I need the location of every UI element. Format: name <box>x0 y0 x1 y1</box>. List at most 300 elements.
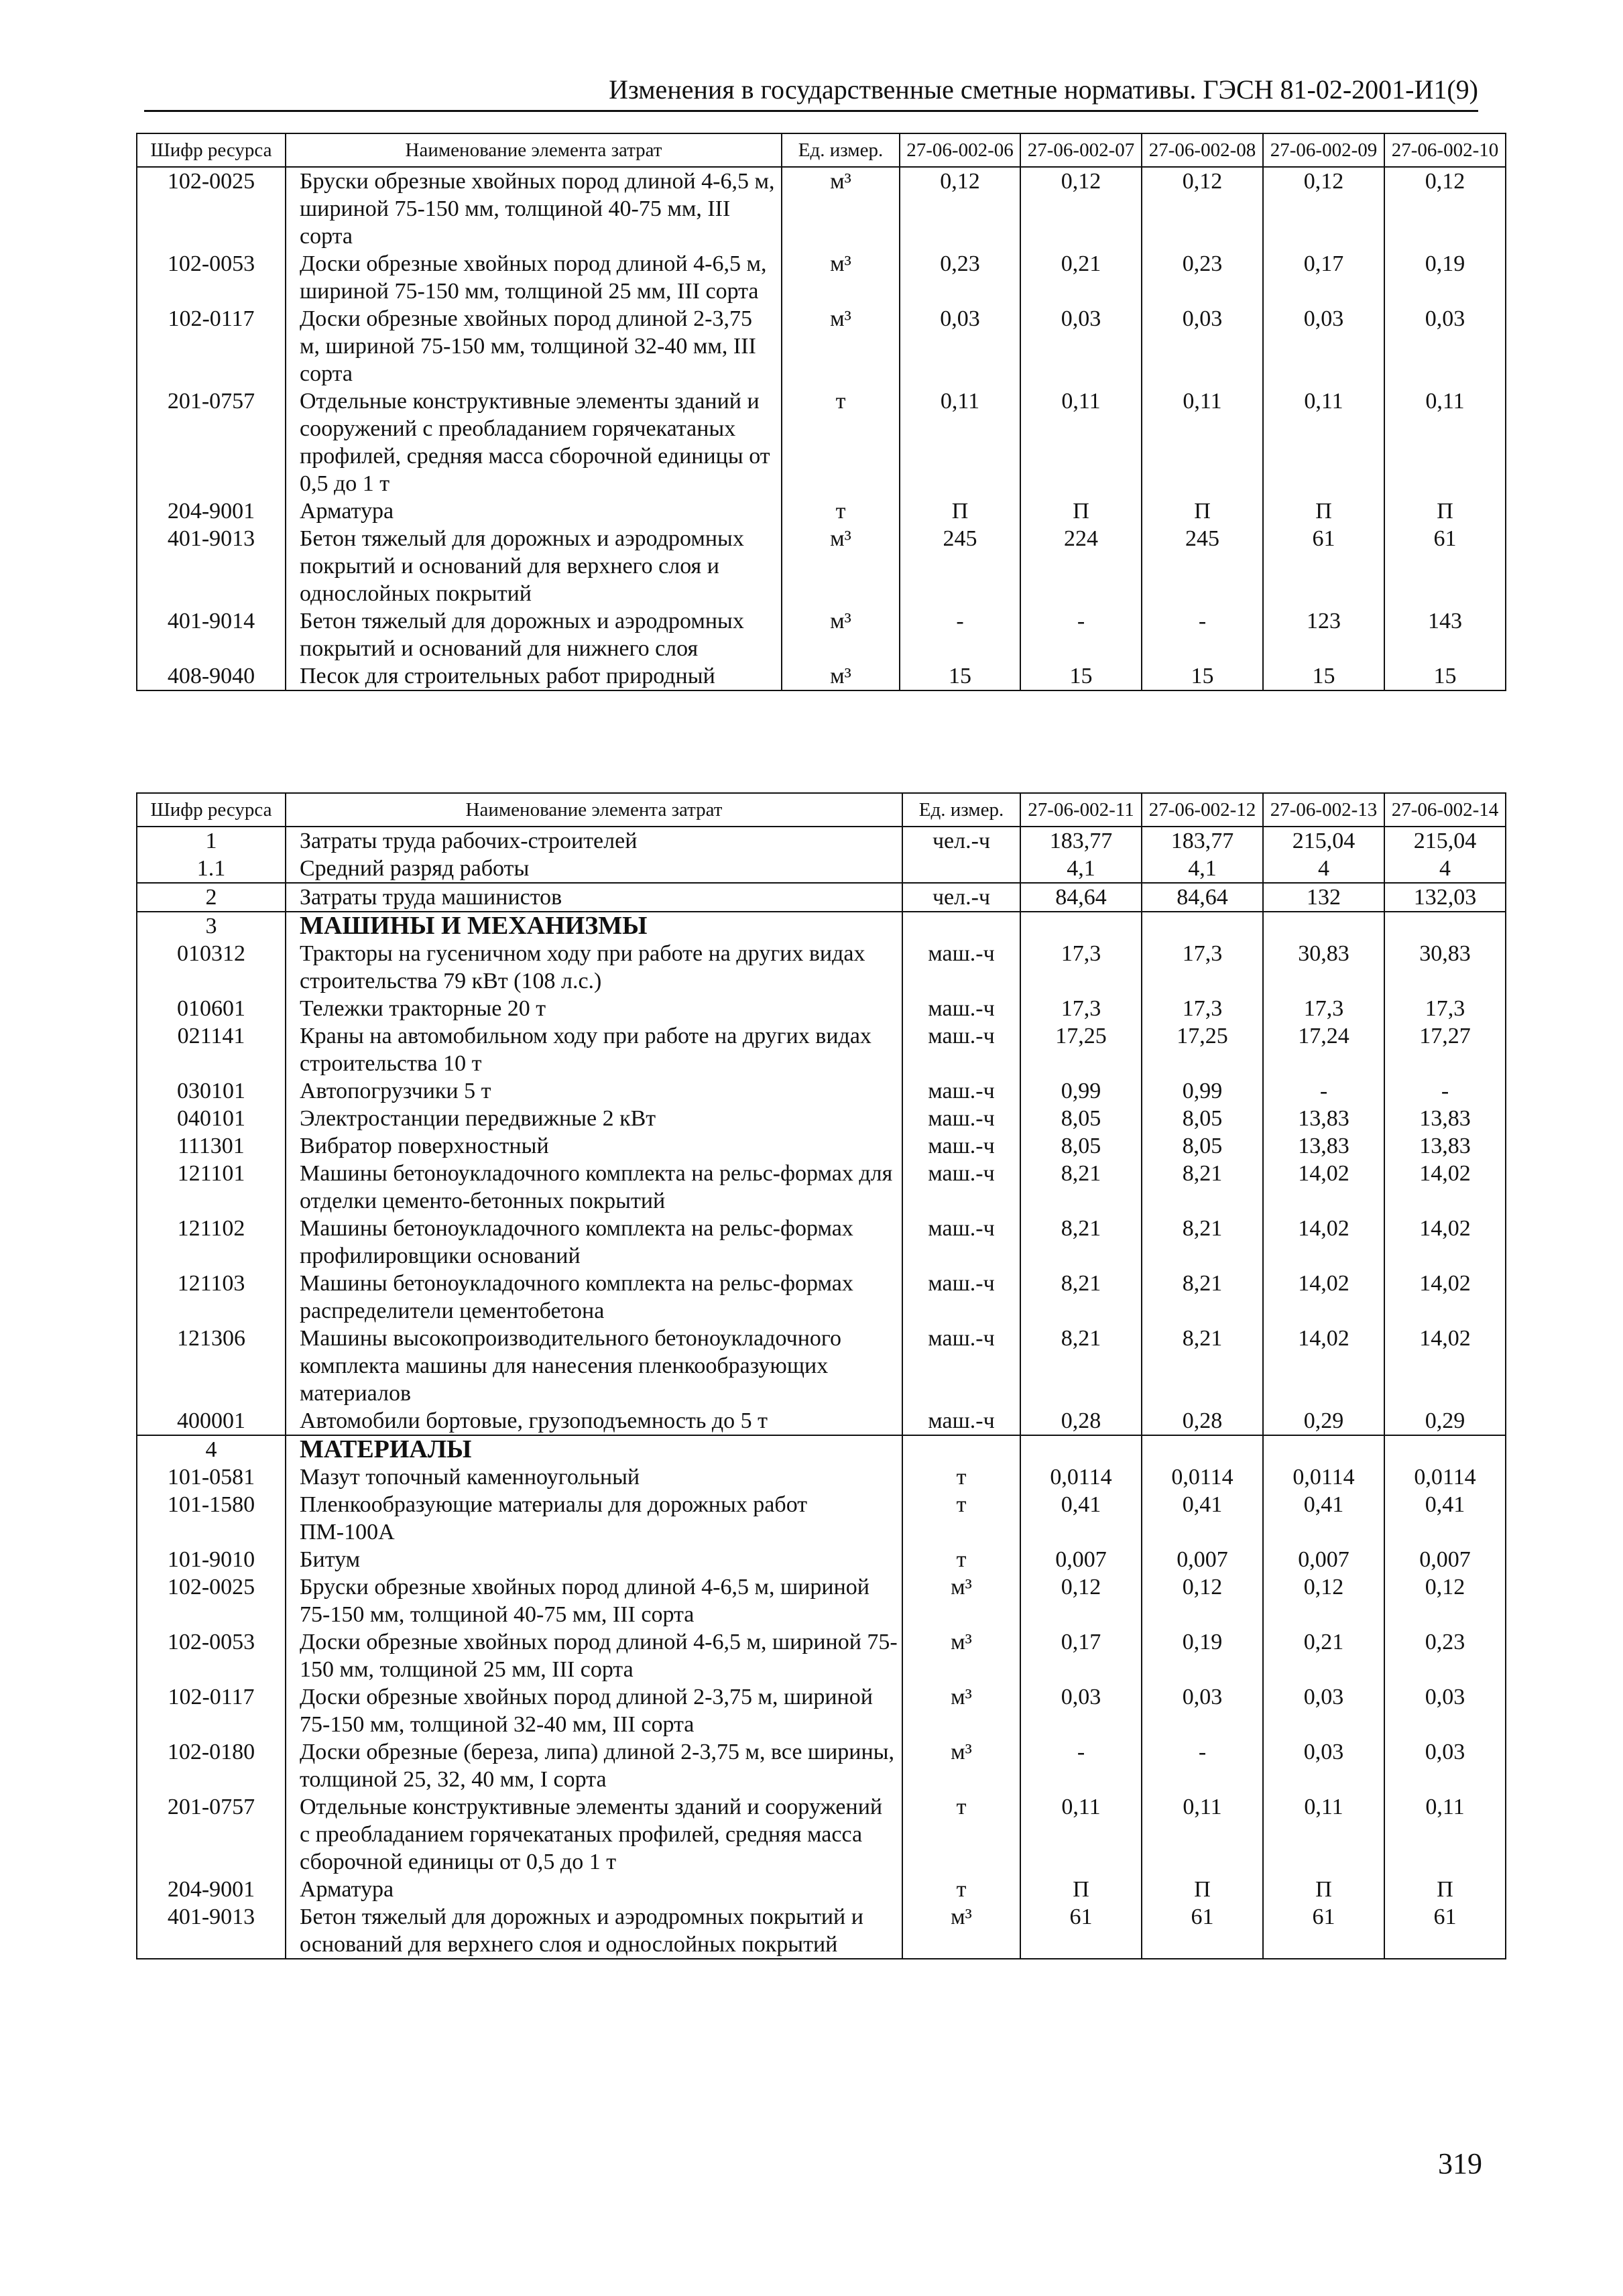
table-row <box>137 855 1506 883</box>
cell-value: 0,21 <box>1020 250 1142 305</box>
cell-value: П <box>1263 1876 1384 1903</box>
cell-value: 0,41 <box>1142 1491 1263 1546</box>
cell-value: 0,03 <box>1020 305 1142 387</box>
cell-code: 121102 <box>137 1215 286 1270</box>
cell-name: Песок для строительных работ природный <box>286 662 782 690</box>
cell-value: 0,0114 <box>1263 1463 1384 1491</box>
cell-value: 132,03 <box>1384 883 1506 912</box>
cell-code: 101-1580 <box>137 1491 286 1546</box>
cell-unit: т <box>902 1546 1020 1573</box>
table-row <box>137 827 1506 855</box>
cell-name: Битум <box>286 1546 902 1573</box>
cell-value: 245 <box>900 525 1020 607</box>
cell-value: 61 <box>1142 1903 1263 1959</box>
cell-value: 4 <box>1384 855 1506 883</box>
table-row <box>137 662 1506 690</box>
cell-value: 0,17 <box>1020 1628 1142 1683</box>
cell-name: Тележки тракторные 20 т <box>286 995 902 1022</box>
cell-name: Бетон тяжелый для дорожных и аэродромных покрытий и оснований для нижнего слоя <box>286 607 782 662</box>
cell-value: 0,11 <box>1384 387 1506 497</box>
cell-value: 0,03 <box>1020 1683 1142 1738</box>
cell-value: П <box>1384 497 1506 525</box>
cell-value: 0,0114 <box>1142 1463 1263 1491</box>
cell-name: Арматура <box>286 497 782 525</box>
table-row <box>137 995 1506 1022</box>
cell-value: 17,3 <box>1142 995 1263 1022</box>
cell-unit <box>902 855 1020 883</box>
cell-name: Доски обрезные хвойных пород длиной 2-3,75 м, шириной 75-150 мм, толщиной 32-40 мм, III сорта <box>286 305 782 387</box>
cell-value: 4 <box>1263 855 1384 883</box>
cell-unit: м³ <box>782 167 900 250</box>
cell-value: 8,21 <box>1020 1270 1142 1325</box>
cell-value: 0,11 <box>1142 387 1263 497</box>
cell-value: 0,99 <box>1020 1077 1142 1105</box>
table-row <box>137 1793 1506 1876</box>
cell-name: Доски обрезные хвойных пород длиной 4-6,5 м, шириной 75-150 мм, толщиной 25 мм, III сорта <box>286 250 782 305</box>
cell-value: 0,12 <box>1142 167 1263 250</box>
cell-code: 204-9001 <box>137 497 286 525</box>
header-norm: 27-06-002-14 <box>1384 793 1506 827</box>
cell-value <box>1142 1435 1263 1463</box>
cell-unit: м³ <box>902 1903 1020 1959</box>
cell-name: Средний разряд работы <box>286 855 902 883</box>
cell-value: 0,12 <box>1263 167 1384 250</box>
cell-value: 0,03 <box>1263 1738 1384 1793</box>
cell-unit: маш.-ч <box>902 940 1020 995</box>
cell-value: 215,04 <box>1384 827 1506 855</box>
cell-code: 121306 <box>137 1325 286 1407</box>
cell-value: 13,83 <box>1384 1132 1506 1160</box>
cell-unit: м³ <box>902 1738 1020 1793</box>
cell-value: П <box>1384 1876 1506 1903</box>
cell-code: 121101 <box>137 1160 286 1215</box>
cell-name: Машины высокопроизводительного бетоноукладочного комплекта машины для нанесения пленкообразующих материалов <box>286 1325 902 1407</box>
cell-name: МАТЕРИАЛЫ <box>286 1435 902 1463</box>
cell-value: 15 <box>900 662 1020 690</box>
table-row <box>137 607 1506 662</box>
cell-unit: маш.-ч <box>902 1407 1020 1435</box>
cell-value: - <box>1142 607 1263 662</box>
cell-value: 13,83 <box>1263 1132 1384 1160</box>
header-norm: 27-06-002-10 <box>1384 133 1506 167</box>
cell-code: 1.1 <box>137 855 286 883</box>
table-row <box>137 1077 1506 1105</box>
cell-value: 8,21 <box>1020 1325 1142 1407</box>
cell-unit: м³ <box>782 525 900 607</box>
cell-value: 8,05 <box>1142 1132 1263 1160</box>
table-row <box>137 1463 1506 1491</box>
cell-unit: м³ <box>902 1683 1020 1738</box>
cell-unit: маш.-ч <box>902 995 1020 1022</box>
cell-value: 0,03 <box>1263 305 1384 387</box>
cell-code: 401-9013 <box>137 1903 286 1959</box>
cell-name: Пленкообразующие материалы для дорожных работ ПМ-100А <box>286 1491 902 1546</box>
cell-name: МАШИНЫ И МЕХАНИЗМЫ <box>286 912 902 940</box>
cell-value: П <box>1263 497 1384 525</box>
cell-value: 0,19 <box>1384 250 1506 305</box>
cell-unit: т <box>902 1491 1020 1546</box>
cell-unit: т <box>782 387 900 497</box>
cell-value: 61 <box>1263 525 1384 607</box>
cell-value: 14,02 <box>1384 1325 1506 1407</box>
cell-unit: м³ <box>782 607 900 662</box>
cell-value: 0,12 <box>900 167 1020 250</box>
cell-code: 1 <box>137 827 286 855</box>
cell-value: П <box>1142 497 1263 525</box>
cell-value: 0,29 <box>1384 1407 1506 1435</box>
cell-unit: т <box>902 1463 1020 1491</box>
table-row <box>137 1105 1506 1132</box>
table-row <box>137 883 1506 912</box>
cell-unit: м³ <box>782 250 900 305</box>
cell-code: 101-0581 <box>137 1463 286 1491</box>
cell-name: Затраты труда машинистов <box>286 883 902 912</box>
cell-code: 401-9014 <box>137 607 286 662</box>
cell-value: 4,1 <box>1020 855 1142 883</box>
cell-value: 8,21 <box>1020 1160 1142 1215</box>
resource-table-2 <box>136 792 1506 1959</box>
table-row <box>137 1435 1506 1463</box>
cell-value: 0,23 <box>900 250 1020 305</box>
cell-value: П <box>1020 497 1142 525</box>
cell-name: Вибратор поверхностный <box>286 1132 902 1160</box>
table-row <box>137 1738 1506 1793</box>
cell-value: 0,03 <box>1142 1683 1263 1738</box>
cell-unit: маш.-ч <box>902 1022 1020 1077</box>
cell-value: 0,11 <box>1020 387 1142 497</box>
cell-value: 8,21 <box>1020 1215 1142 1270</box>
table-row <box>137 912 1506 940</box>
table-row <box>137 1215 1506 1270</box>
cell-value: 0,41 <box>1020 1491 1142 1546</box>
cell-value: 15 <box>1263 662 1384 690</box>
cell-value: - <box>1020 607 1142 662</box>
cell-value: 4,1 <box>1142 855 1263 883</box>
table-row <box>137 305 1506 387</box>
cell-value: 0,12 <box>1384 167 1506 250</box>
cell-value: 0,12 <box>1020 1573 1142 1628</box>
cell-value: 17,27 <box>1384 1022 1506 1077</box>
cell-code: 040101 <box>137 1105 286 1132</box>
cell-value: 13,83 <box>1263 1105 1384 1132</box>
cell-value: 17,3 <box>1384 995 1506 1022</box>
cell-value: 61 <box>1263 1903 1384 1959</box>
cell-unit: маш.-ч <box>902 1325 1020 1407</box>
cell-value: 14,02 <box>1263 1270 1384 1325</box>
table-header-row <box>137 133 1506 167</box>
cell-value: 30,83 <box>1263 940 1384 995</box>
cell-value: 0,41 <box>1263 1491 1384 1546</box>
cell-value: 183,77 <box>1020 827 1142 855</box>
cell-name: Арматура <box>286 1876 902 1903</box>
cell-unit: т <box>902 1876 1020 1903</box>
table-row <box>137 1876 1506 1903</box>
header-name: Наименование элемента затрат <box>286 793 902 827</box>
cell-name: Автопогрузчики 5 т <box>286 1077 902 1105</box>
cell-value: П <box>900 497 1020 525</box>
cell-unit: маш.-ч <box>902 1160 1020 1215</box>
cell-unit: м³ <box>902 1628 1020 1683</box>
cell-unit: маш.-ч <box>902 1132 1020 1160</box>
cell-unit: маш.-ч <box>902 1077 1020 1105</box>
cell-value: 14,02 <box>1384 1270 1506 1325</box>
cell-code: 102-0025 <box>137 167 286 250</box>
cell-value: 0,41 <box>1384 1491 1506 1546</box>
cell-unit: т <box>902 1793 1020 1876</box>
cell-value: 0,11 <box>1263 387 1384 497</box>
cell-value: 0,03 <box>900 305 1020 387</box>
cell-value: 0,0114 <box>1020 1463 1142 1491</box>
cell-code: 102-0180 <box>137 1738 286 1793</box>
cell-value: 0,03 <box>1142 305 1263 387</box>
cell-value: 8,21 <box>1142 1160 1263 1215</box>
cell-unit: чел.-ч <box>902 827 1020 855</box>
cell-value: - <box>1263 1077 1384 1105</box>
cell-value: 0,007 <box>1142 1546 1263 1573</box>
cell-value: 14,02 <box>1263 1160 1384 1215</box>
cell-value <box>1020 912 1142 940</box>
cell-value: 0,007 <box>1020 1546 1142 1573</box>
cell-name: Машины бетоноукладочного комплекта на рельс-формах профилировщики оснований <box>286 1215 902 1270</box>
cell-unit <box>902 912 1020 940</box>
cell-code: 408-9040 <box>137 662 286 690</box>
cell-value: 61 <box>1384 1903 1506 1959</box>
cell-code: 121103 <box>137 1270 286 1325</box>
cell-value: 0,19 <box>1142 1628 1263 1683</box>
cell-value: 0,17 <box>1263 250 1384 305</box>
cell-value: 17,3 <box>1020 995 1142 1022</box>
cell-code: 102-0117 <box>137 1683 286 1738</box>
header-unit: Ед. измер. <box>902 793 1020 827</box>
cell-value: 15 <box>1384 662 1506 690</box>
cell-value: 8,05 <box>1142 1105 1263 1132</box>
table-row <box>137 1491 1506 1546</box>
cell-unit: маш.-ч <box>902 1270 1020 1325</box>
cell-value <box>1384 912 1506 940</box>
cell-value <box>1020 1435 1142 1463</box>
table-row <box>137 1022 1506 1077</box>
cell-value: 224 <box>1020 525 1142 607</box>
cell-value: 8,21 <box>1142 1270 1263 1325</box>
cell-value: 0,11 <box>1263 1793 1384 1876</box>
cell-value: 0,28 <box>1142 1407 1263 1435</box>
table-row <box>137 1546 1506 1573</box>
cell-value: 132 <box>1263 883 1384 912</box>
cell-value: 8,05 <box>1020 1132 1142 1160</box>
cell-name: Доски обрезные хвойных пород длиной 2-3,75 м, шириной 75-150 мм, толщиной 32-40 мм, III сорта <box>286 1683 902 1738</box>
cell-value: 13,83 <box>1384 1105 1506 1132</box>
cell-name: Отдельные конструктивные элементы зданий и сооружений с преобладанием горячекатаных профилей, средняя масса сборочной единицы от 0,5 до 1 т <box>286 387 782 497</box>
cell-name: Машины бетоноукладочного комплекта на рельс-формах распределители цементобетона <box>286 1270 902 1325</box>
table-row <box>137 1407 1506 1435</box>
cell-value: 0,12 <box>1263 1573 1384 1628</box>
cell-code: 111301 <box>137 1132 286 1160</box>
cell-value: - <box>1142 1738 1263 1793</box>
cell-unit: маш.-ч <box>902 1105 1020 1132</box>
header-norm: 27-06-002-07 <box>1020 133 1142 167</box>
cell-value: 0,11 <box>1142 1793 1263 1876</box>
cell-value: 8,21 <box>1142 1325 1263 1407</box>
cell-code: 102-0053 <box>137 1628 286 1683</box>
cell-value: 0,0114 <box>1384 1463 1506 1491</box>
cell-code: 102-0025 <box>137 1573 286 1628</box>
table-row <box>137 387 1506 497</box>
cell-value <box>1263 1435 1384 1463</box>
cell-value: 0,23 <box>1142 250 1263 305</box>
resource-table-1 <box>136 133 1506 691</box>
cell-code: 3 <box>137 912 286 940</box>
table-header-row <box>137 793 1506 827</box>
cell-name: Отдельные конструктивные элементы зданий и сооружений с преобладанием горячекатаных профилей, средняя масса сборочной единицы от 0,5 до 1 т <box>286 1793 902 1876</box>
cell-value: 0,12 <box>1020 167 1142 250</box>
header-code: Шифр ресурса <box>137 133 286 167</box>
cell-unit: т <box>782 497 900 525</box>
cell-value: 0,007 <box>1384 1546 1506 1573</box>
cell-value: 14,02 <box>1384 1215 1506 1270</box>
cell-value <box>1263 912 1384 940</box>
header-norm: 27-06-002-12 <box>1142 793 1263 827</box>
cell-value: 123 <box>1263 607 1384 662</box>
cell-value: 0,03 <box>1384 1683 1506 1738</box>
cell-name: Машины бетоноукладочного комплекта на рельс-формах для отделки цементо-бетонных покрытий <box>286 1160 902 1215</box>
cell-value: 0,11 <box>1020 1793 1142 1876</box>
cell-name: Бетон тяжелый для дорожных и аэродромных покрытий и оснований для верхнего слоя и однослойных покрытий <box>286 525 782 607</box>
table-row <box>137 1325 1506 1407</box>
cell-value: 61 <box>1384 525 1506 607</box>
header-code: Шифр ресурса <box>137 793 286 827</box>
cell-value: 0,03 <box>1384 1738 1506 1793</box>
cell-value: 8,05 <box>1020 1105 1142 1132</box>
table-body <box>137 827 1506 1959</box>
cell-name: Бетон тяжелый для дорожных и аэродромных покрытий и оснований для верхнего слоя и однослойных покрытий <box>286 1903 902 1959</box>
cell-code: 4 <box>137 1435 286 1463</box>
cell-value: 0,99 <box>1142 1077 1263 1105</box>
cell-code: 030101 <box>137 1077 286 1105</box>
table-row <box>137 940 1506 995</box>
cell-value: - <box>1020 1738 1142 1793</box>
cell-value: 15 <box>1020 662 1142 690</box>
cell-name: Бруски обрезные хвойных пород длиной 4-6,5 м, шириной 75-150 мм, толщиной 40-75 мм, III сорта <box>286 1573 902 1628</box>
cell-value: 17,3 <box>1020 940 1142 995</box>
cell-value: 183,77 <box>1142 827 1263 855</box>
cell-value: П <box>1020 1876 1142 1903</box>
cell-code: 102-0053 <box>137 250 286 305</box>
cell-unit: м³ <box>782 662 900 690</box>
cell-name: Бруски обрезные хвойных пород длиной 4-6,5 м, шириной 75-150 мм, толщиной 40-75 мм, III сорта <box>286 167 782 250</box>
cell-value: 17,24 <box>1263 1022 1384 1077</box>
cell-value: 0,007 <box>1263 1546 1384 1573</box>
cell-value: 0,28 <box>1020 1407 1142 1435</box>
cell-name: Краны на автомобильном ходу при работе на других видах строительства 10 т <box>286 1022 902 1077</box>
cell-value: - <box>900 607 1020 662</box>
page-number: 319 <box>1438 2147 1482 2180</box>
header-norm: 27-06-002-08 <box>1142 133 1263 167</box>
header-unit: Ед. измер. <box>782 133 900 167</box>
cell-value: 15 <box>1142 662 1263 690</box>
cell-value: 245 <box>1142 525 1263 607</box>
cell-code: 021141 <box>137 1022 286 1077</box>
cell-value <box>1142 912 1263 940</box>
cell-code: 010312 <box>137 940 286 995</box>
cell-code: 010601 <box>137 995 286 1022</box>
cell-name: Доски обрезные (береза, липа) длиной 2-3,75 м, все ширины, толщиной 25, 32, 40 мм, I сорта <box>286 1738 902 1793</box>
cell-value: 215,04 <box>1263 827 1384 855</box>
cell-value: 14,02 <box>1384 1160 1506 1215</box>
cell-value: 0,12 <box>1142 1573 1263 1628</box>
cell-value: 84,64 <box>1020 883 1142 912</box>
cell-value: 0,29 <box>1263 1407 1384 1435</box>
table-row <box>137 250 1506 305</box>
table-row <box>137 167 1506 250</box>
cell-value: 84,64 <box>1142 883 1263 912</box>
cell-value <box>1384 1435 1506 1463</box>
table-row <box>137 1628 1506 1683</box>
cell-unit <box>902 1435 1020 1463</box>
cell-value: 8,21 <box>1142 1215 1263 1270</box>
cell-value: 17,25 <box>1142 1022 1263 1077</box>
cell-value: 0,23 <box>1384 1628 1506 1683</box>
cell-unit: м³ <box>902 1573 1020 1628</box>
cell-value: 14,02 <box>1263 1215 1384 1270</box>
cell-value: 0,12 <box>1384 1573 1506 1628</box>
cell-value: 14,02 <box>1263 1325 1384 1407</box>
table-row <box>137 1270 1506 1325</box>
cell-name: Тракторы на гусеничном ходу при работе на других видах строительства 79 кВт (108 л.с.) <box>286 940 902 995</box>
cell-value: 0,03 <box>1384 305 1506 387</box>
cell-name: Автомобили бортовые, грузоподъемность до 5 т <box>286 1407 902 1435</box>
table-row <box>137 1683 1506 1738</box>
table-row <box>137 525 1506 607</box>
table-row <box>137 1573 1506 1628</box>
cell-code: 400001 <box>137 1407 286 1435</box>
cell-unit: маш.-ч <box>902 1215 1020 1270</box>
cell-value: 17,25 <box>1020 1022 1142 1077</box>
cell-code: 102-0117 <box>137 305 286 387</box>
cell-unit: чел.-ч <box>902 883 1020 912</box>
cell-value: 143 <box>1384 607 1506 662</box>
header-norm: 27-06-002-11 <box>1020 793 1142 827</box>
header-norm: 27-06-002-09 <box>1263 133 1384 167</box>
cell-value: 0,03 <box>1263 1683 1384 1738</box>
cell-value: 17,3 <box>1142 940 1263 995</box>
cell-code: 401-9013 <box>137 525 286 607</box>
cell-code: 101-9010 <box>137 1546 286 1573</box>
cell-value: 17,3 <box>1263 995 1384 1022</box>
cell-name: Доски обрезные хвойных пород длиной 4-6,5 м, шириной 75-150 мм, толщиной 25 мм, III сорта <box>286 1628 902 1683</box>
cell-code: 204-9001 <box>137 1876 286 1903</box>
cell-value: - <box>1384 1077 1506 1105</box>
cell-value: 0,11 <box>1384 1793 1506 1876</box>
cell-code: 2 <box>137 883 286 912</box>
cell-code: 201-0757 <box>137 1793 286 1876</box>
cell-value: П <box>1142 1876 1263 1903</box>
page-header: Изменения в государственные сметные нормативы. ГЭСН 81-02-2001-И1(9) <box>144 72 1478 112</box>
header-name: Наименование элемента затрат <box>286 133 782 167</box>
cell-name: Затраты труда рабочих-строителей <box>286 827 902 855</box>
cell-unit: м³ <box>782 305 900 387</box>
header-norm: 27-06-002-13 <box>1263 793 1384 827</box>
header-norm: 27-06-002-06 <box>900 133 1020 167</box>
cell-name: Мазут топочный каменноугольный <box>286 1463 902 1491</box>
cell-value: 30,83 <box>1384 940 1506 995</box>
cell-value: 0,21 <box>1263 1628 1384 1683</box>
cell-value: 0,11 <box>900 387 1020 497</box>
table-row <box>137 497 1506 525</box>
table-row <box>137 1132 1506 1160</box>
cell-code: 201-0757 <box>137 387 286 497</box>
cell-name: Электростанции передвижные 2 кВт <box>286 1105 902 1132</box>
table-body <box>137 167 1506 690</box>
